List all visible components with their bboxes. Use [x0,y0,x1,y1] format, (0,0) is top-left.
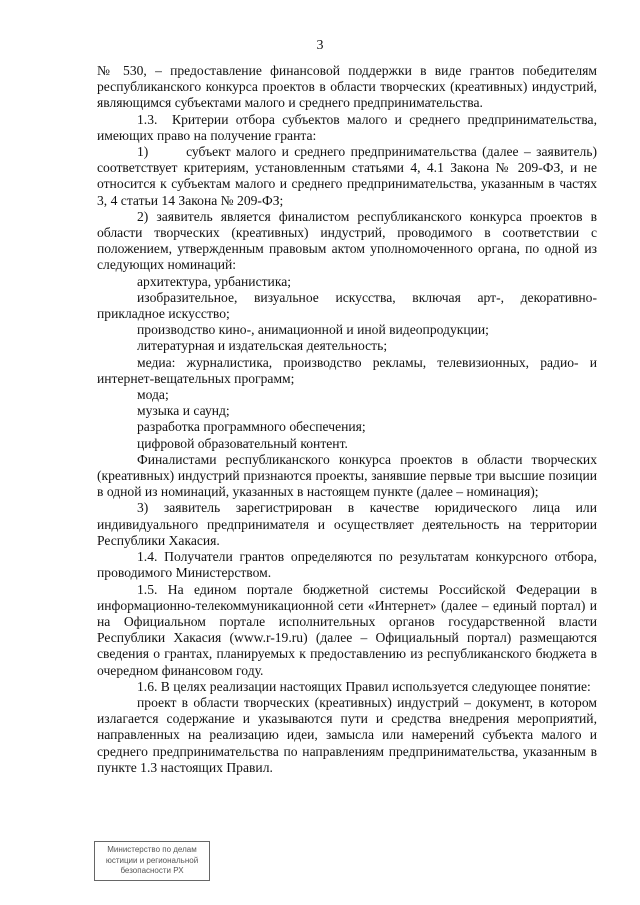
paragraph-p-1-3-2: 2) заявитель является финалистом республиканского конкурса проектов в области творческих (креативных) индустрий, проводимого в соответствии с положением, утвержденным правовым актом уполномоченного органа, по одной из следующих номинаций: [97,208,597,273]
paragraph-nom-6: мода; [137,387,169,403]
paragraph-p-1-4: 1.4. Получатели грантов определяются по результатам конкурсного отбора, проводимого Министерством. [97,549,597,581]
registration-stamp [94,841,210,881]
paragraph-p-def: проект в области творческих (креативных) индустрий – документ, в котором излагается содержание и указываются пути и средства внедрения мероприятий, направленных на реализацию идеи, замысла или намерений субъекта малого и среднего предпринимательства по направлениям предпринимательства, указанным в пункте 1.3 настоящих Правил. [97,694,597,775]
paragraph-nom-2: изобразительное, визуальное искусства, включая арт-, декоративно-прикладное искусство; [97,289,597,322]
paragraph-nom-4: литературная и издательская деятельность; [137,338,388,354]
document-body [97,63,597,776]
paragraph-p-1-3-1: 1) субъект малого и среднего предпринимательства (далее – заявитель) соответствует критериям, установленным статьями 4, 4.1 Закона № 209-ФЗ, и не относится к субъектам малого и среднего предпринимательства, указанным в частях 3, 4 статьи 14 Закона № 209-ФЗ; [97,144,597,208]
paragraph-nom-3: производство кино-, анимационной и иной видеопродукции; [137,322,489,338]
paragraph-nom-7: музыка и саунд; [137,403,230,419]
paragraph-p-finalists: Финалистами республиканского конкурса проектов в области творческих (креативных) индустрий признаются проекты, занявшие первые три высшие позиции в одной из номинаций, указанных в настоящем пункте (далее – номинация); [97,451,597,500]
stamp-line-3: безопасности РХ [120,866,184,875]
paragraph-p-1-6: 1.6. В целях реализации настоящих Правил используется следующее понятие: [137,678,591,694]
paragraph-nom-8: разработка программного обеспечения; [137,419,366,435]
paragraph-nom-5: медиа: журналистика, производство рекламы, телевизионных, радио- и интернет-вещательных программ; [97,354,597,386]
paragraph-p-1-5: 1.5. На едином портале бюджетной системы Российской Федерации в информационно-телекоммуникационной сети «Интернет» (далее – единый портал) и на Официальном портале исполнительных органов государственной власти Республики Хакасия (www.r-19.ru) (далее – Официальный портал) размещаются сведения о грантах, планируемых к предоставлению из республиканского бюджета в очередном финансовом году. [97,581,597,678]
paragraph-nom-1: архитектура, урбанистика; [137,273,292,289]
paragraph-p-1-3: 1.3. Критерии отбора субъектов малого и среднего предпринимательства, имеющих право на получение гранта: [97,111,597,143]
stamp-line-2: юстиции и региональной [105,855,199,865]
paragraph-p-intro: № 530, – предоставление финансовой поддержки в виде грантов победителям республиканского конкурса проектов в области творческих (креативных) индустрий, являющимся субъектами малого и среднего предпринимательства. [97,63,597,111]
paragraph-p-1-3-3: 3) заявитель зарегистрирован в качестве юридического лица или индивидуального предпринимателя и осуществляет деятельность на территории Республики Хакасия. [97,500,597,548]
paragraph-nom-9: цифровой образовательный контент. [137,435,348,451]
stamp-line-1: Министерство по делам [107,845,197,854]
page-number: 3 [316,38,324,53]
